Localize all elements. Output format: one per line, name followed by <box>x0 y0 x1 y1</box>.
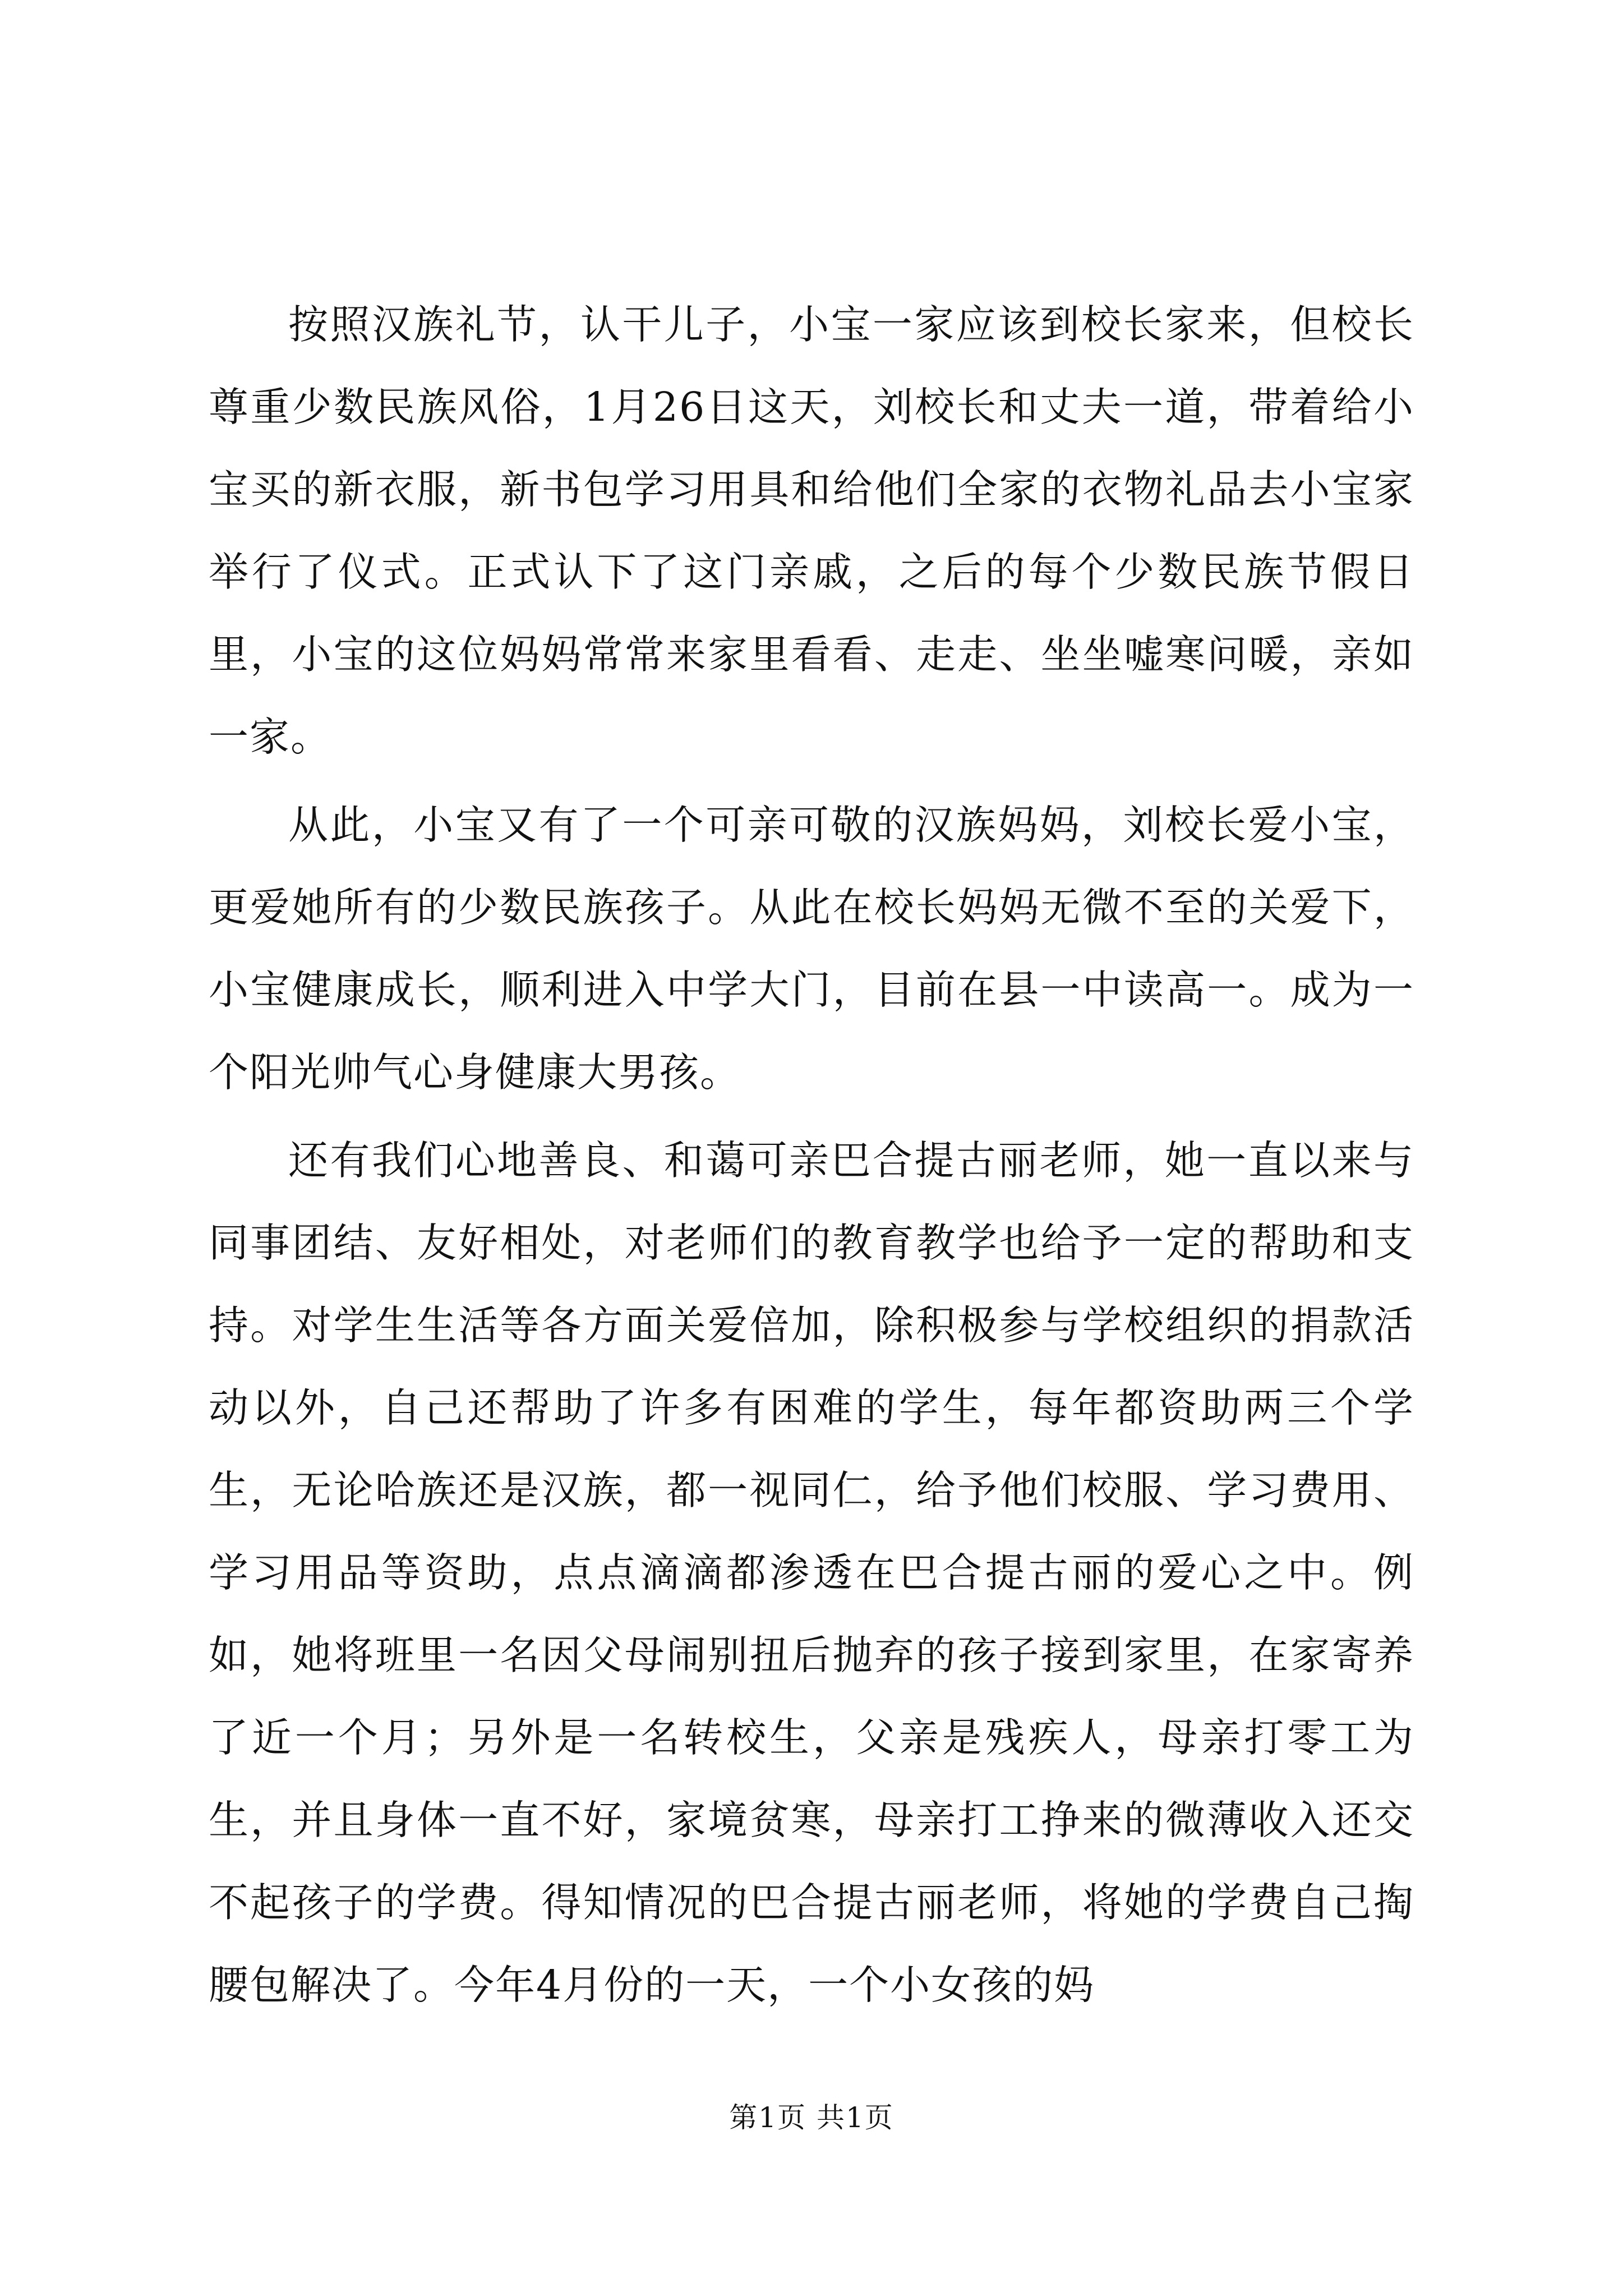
paragraph-3: 还有我们心地善良、和蔼可亲巴合提古丽老师，她一直以来与同事团结、友好相处，对老师们的教育教学也给予一定的帮助和支持。对学生生活等各方面关爱倍加，除积极参与学校组织的捐款活动以外，自己还帮助了许多有困难的学生，每年都资助两三个学生，无论哈族还是汉族，都一视同仁，给予他们校服、学习费用、学习用品等资助，点点滴滴都渗透在巴合提古丽的爱心之中。例如，她将班里一名因父母闹别扭后抛弃的孩子接到家里，在家寄养了近一个月；另外是一名转校生，父亲是残疾人，母亲打零工为生，并且身体一直不好，家境贫寒，母亲打工挣来的微薄收入还交不起孩子的学费。得知情况的巴合提古丽老师，将她的学费自己掏腰包解决了。今年4月份的一天，一个小女孩的妈 <box>209 1137 1414 2008</box>
page-footer: 第1页 共1页 <box>729 2101 894 2134</box>
document-body <box>209 283 1414 2032</box>
paragraph-2: 从此，小宝又有了一个可亲可敬的汉族妈妈，刘校长爱小宝，更爱她所有的少数民族孩子。从此在校长妈妈无微不至的关爱下，小宝健康成长，顺利进入中学大门，目前在县一中读高一。成为一个阳光帅气心身健康大男孩。 <box>209 802 1414 1096</box>
paragraph-1: 按照汉族礼节，认干儿子，小宝一家应该到校长家来，但校长尊重少数民族风俗，1月26日这天，刘校长和丈夫一道，带着给小宝买的新衣服，新书包学习用具和给他们全家的衣物礼品去小宝家举行了仪式。正式认下了这门亲戚，之后的每个少数民族节假日里，小宝的这位妈妈常常来家里看看、走走、坐坐嘘寒问暖，亲如一家。 <box>209 301 1414 760</box>
